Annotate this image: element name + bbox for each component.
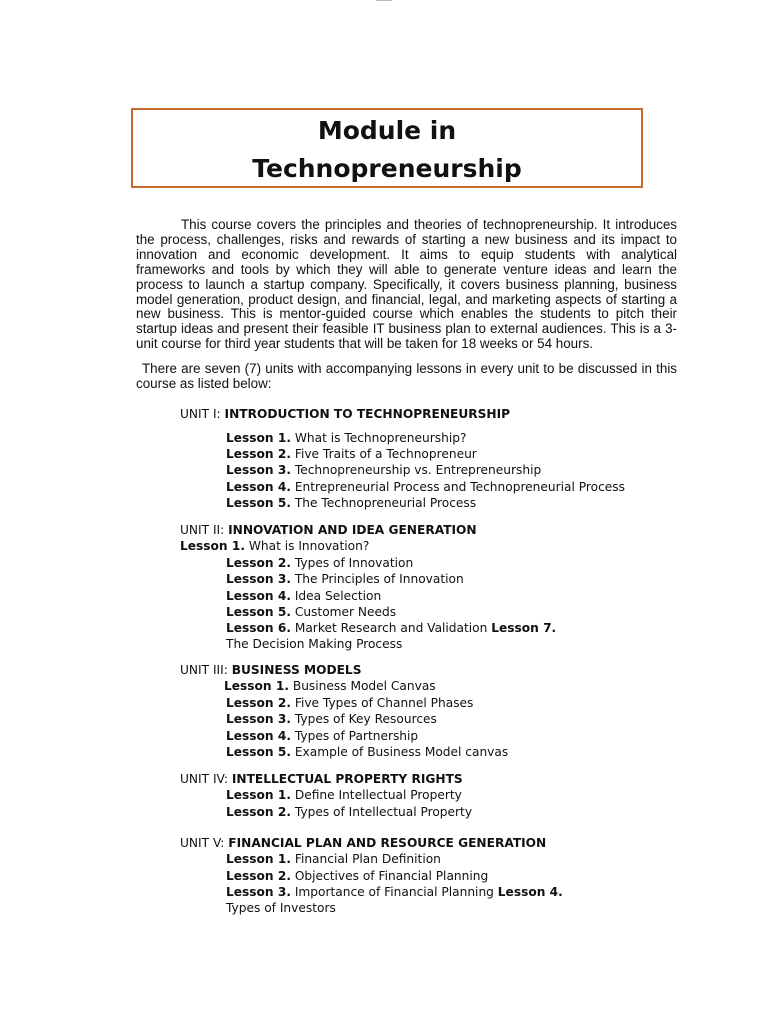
unit-heading <box>180 771 463 787</box>
lesson-item <box>226 884 563 900</box>
unit-title: INTRODUCTION TO TECHNOPRENEURSHIP <box>224 407 511 421</box>
lesson-item <box>226 555 413 571</box>
lesson-label: Lesson 5. <box>226 496 291 510</box>
unit-title: BUSINESS MODELS <box>231 663 362 677</box>
lesson-title: What is Technopreneurship? <box>290 431 467 445</box>
lesson-title: Market Research and Validation <box>290 621 492 635</box>
lesson-title: The Decision Making Process <box>226 637 403 651</box>
lesson-label: Lesson 7. <box>491 621 557 635</box>
unit-prefix: UNIT IV: <box>180 772 232 786</box>
unit-heading <box>180 835 546 851</box>
unit-prefix: UNIT I: <box>180 407 225 421</box>
units-intro-paragraph: There are seven (7) units with accompanying lessons in every unit to be discussed in this course as listed below: <box>136 361 677 391</box>
lesson-title: Types of Intellectual Property <box>290 805 473 819</box>
lesson-item <box>226 804 472 820</box>
lesson-continuation <box>226 900 336 916</box>
lesson-label: Lesson 5. <box>226 605 291 619</box>
lesson-title: Five Traits of a Technopreneur <box>290 447 477 461</box>
lesson-title: Objectives of Financial Planning <box>290 869 489 883</box>
lesson-item <box>226 588 381 604</box>
lesson-label: Lesson 4. <box>226 480 291 494</box>
lesson-item <box>224 678 436 694</box>
title-box <box>131 108 643 188</box>
lesson-label: Lesson 3. <box>226 712 291 726</box>
title-line-2: Technopreneurship <box>252 154 522 183</box>
lesson-title: Example of Business Model canvas <box>290 745 509 759</box>
unit-title: INTELLECTUAL PROPERTY RIGHTS <box>231 772 463 786</box>
lesson-label: Lesson 3. <box>226 885 291 899</box>
lesson-label: Lesson 1. <box>224 679 289 693</box>
unit-prefix: UNIT III: <box>180 663 232 677</box>
lesson-label: Lesson 6. <box>226 621 291 635</box>
lesson-item <box>226 620 556 636</box>
lesson-item <box>226 868 488 884</box>
lesson-label: Lesson 3. <box>226 463 291 477</box>
lesson-title: Types of Key Resources <box>290 712 437 726</box>
unit-prefix: UNIT V: <box>180 836 229 850</box>
lesson-label: Lesson 2. <box>226 696 291 710</box>
lesson-title: Business Model Canvas <box>288 679 436 693</box>
unit-title: FINANCIAL PLAN AND RESOURCE GENERATION <box>228 836 547 850</box>
lesson-item <box>226 604 396 620</box>
lesson-label: Lesson 4. <box>226 729 291 743</box>
lesson-title: Five Types of Channel Phases <box>290 696 474 710</box>
lesson-item <box>226 479 625 495</box>
lesson-item <box>226 787 462 803</box>
lesson-label: Lesson 1. <box>226 788 291 802</box>
lesson-title: Types of Investors <box>226 901 336 915</box>
lesson-title: The Technopreneurial Process <box>290 496 477 510</box>
lesson-label: Lesson 2. <box>226 447 291 461</box>
unit-heading <box>180 662 361 678</box>
lesson-item <box>226 851 441 867</box>
lesson-title: Types of Innovation <box>290 556 414 570</box>
unit-title: INNOVATION AND IDEA GENERATION <box>228 523 477 537</box>
lesson-label: Lesson 1. <box>226 431 291 445</box>
lesson-continuation <box>226 636 402 652</box>
lesson-label: Lesson 2. <box>226 805 291 819</box>
intro-paragraph: This course covers the principles and theories of technopreneurship. It introduces the process, challenges, risks and rewards of starting a new business and its impact to innovation and economic development. It aims to equip students with analytical frameworks and tools by which they will able to generate venture ideas and learn the process to launch a startup company. Specifically, it covers business planning, business model generation, product design, and financial, legal, and marketing aspects of starting a new business. This is mentor-guided course which enables the students to pitch their startup ideas and present their feasible IT business plan to external audiences. This is a 3-unit course for third year students that will be taken for 18 weeks or 54 hours. <box>136 217 677 352</box>
lesson-title: Financial Plan Definition <box>290 852 441 866</box>
lesson-label: Lesson 3. <box>226 572 291 586</box>
lesson-title: Technopreneurship vs. Entrepreneurship <box>290 463 542 477</box>
lesson-label: Lesson 4. <box>226 589 291 603</box>
page-top-mark <box>376 0 392 1</box>
lesson-item <box>226 711 437 727</box>
lesson-label: Lesson 5. <box>226 745 291 759</box>
lesson-title: Importance of Financial Planning <box>290 885 498 899</box>
lesson-label: Lesson 2. <box>226 869 291 883</box>
lesson-title: Idea Selection <box>290 589 382 603</box>
lesson-title: What is Innovation? <box>244 539 370 553</box>
lesson-title: Customer Needs <box>290 605 397 619</box>
lesson-label: Lesson 1. <box>226 852 291 866</box>
lesson-item <box>226 728 418 744</box>
lesson-item <box>226 571 464 587</box>
lesson-title: Types of Partnership <box>290 729 419 743</box>
lesson-item <box>226 495 476 511</box>
lesson-item <box>226 695 473 711</box>
unit-heading <box>180 522 477 538</box>
lesson-item <box>226 446 477 462</box>
lesson-title: Define Intellectual Property <box>290 788 462 802</box>
lesson-title: The Principles of Innovation <box>290 572 464 586</box>
lesson-title: Entrepreneurial Process and Technopreneurial Process <box>290 480 625 494</box>
unit-prefix: UNIT II: <box>180 523 229 537</box>
lesson-item <box>226 430 466 446</box>
lesson-label: Lesson 4. <box>497 885 563 899</box>
lesson-label: Lesson 1. <box>180 539 245 553</box>
title-line-1: Module in <box>317 116 457 145</box>
lesson-item <box>226 744 508 760</box>
lesson-label: Lesson 2. <box>226 556 291 570</box>
lesson-item <box>180 538 369 554</box>
lesson-item <box>226 462 541 478</box>
unit-heading <box>180 406 510 422</box>
